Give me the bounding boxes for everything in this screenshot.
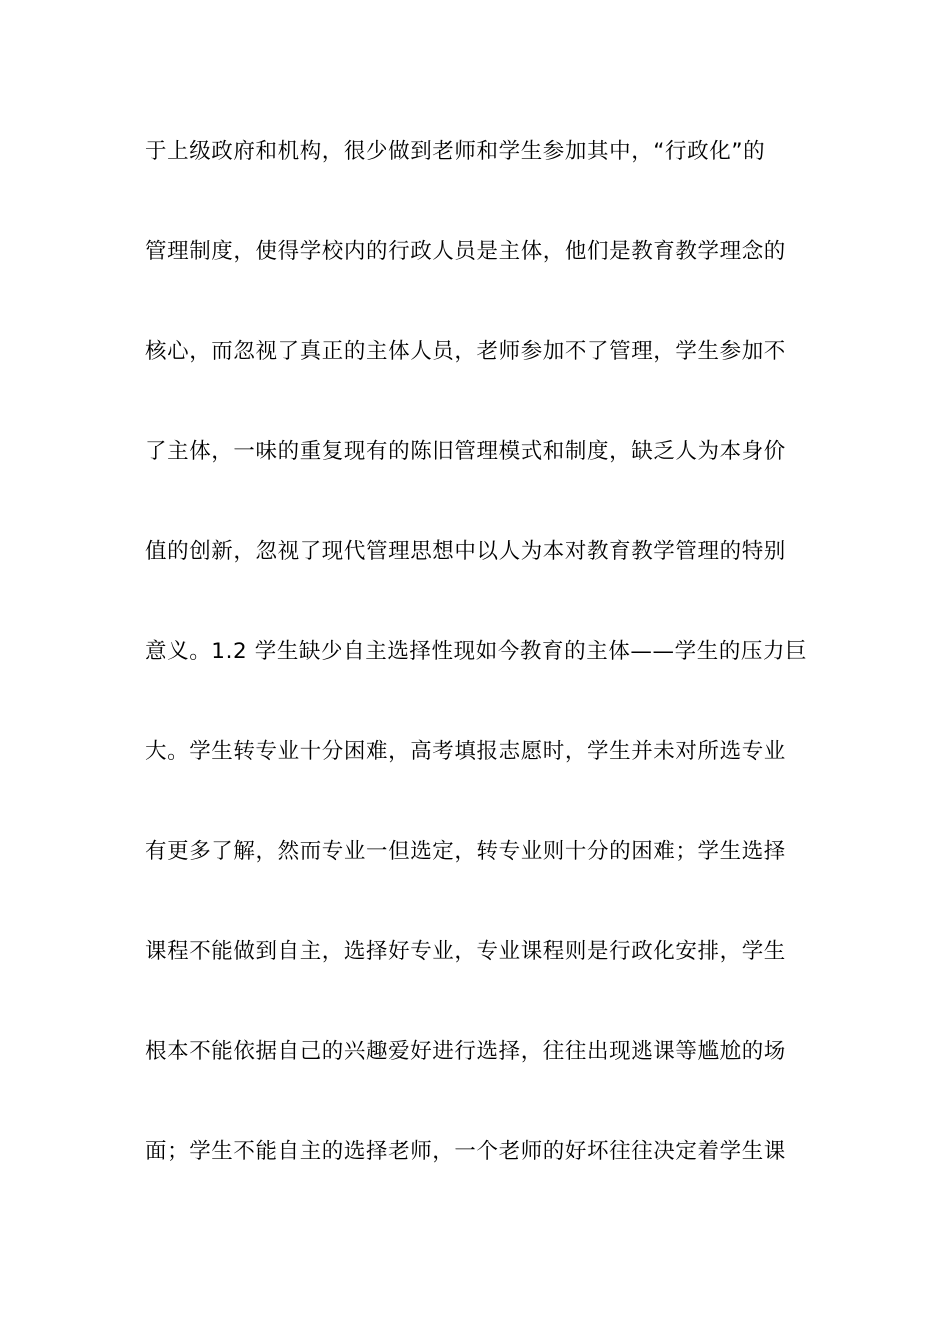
text-line: 根本不能依据自己的兴趣爱好进行选择，往往出现逃课等尴尬的场: [145, 1039, 786, 1064]
text-line: 面；学生不能自主的选择老师，一个老师的好坏往往决定着学生课: [145, 1139, 786, 1164]
text-line: 了主体，一味的重复现有的陈旧管理模式和制度，缺乏人为本身价: [145, 439, 786, 464]
text-line: 课程不能做到自主，选择好专业，专业课程则是行政化安排，学生: [145, 939, 786, 964]
text-line: 于上级政府和机构，很少做到老师和学生参加其中，“行政化”的: [145, 139, 766, 164]
text-line: 大。学生转专业十分困难，高考填报志愿时，学生并未对所选专业: [145, 739, 786, 764]
body-text: [145, 130, 810, 1230]
text-line: 核心，而忽视了真正的主体人员，老师参加不了管理，学生参加不: [145, 339, 786, 364]
text-line: 值的创新，忽视了现代管理思想中以人为本对教育教学管理的特别: [145, 539, 786, 564]
text-line: 意义。1.2 学生缺少自主选择性现如今教育的主体——学生的压力巨: [145, 639, 808, 664]
text-line: 有更多了解，然而专业一但选定，转专业则十分的困难；学生选择: [145, 839, 786, 864]
text-line: 管理制度，使得学校内的行政人员是主体，他们是教育教学理念的: [145, 239, 786, 264]
